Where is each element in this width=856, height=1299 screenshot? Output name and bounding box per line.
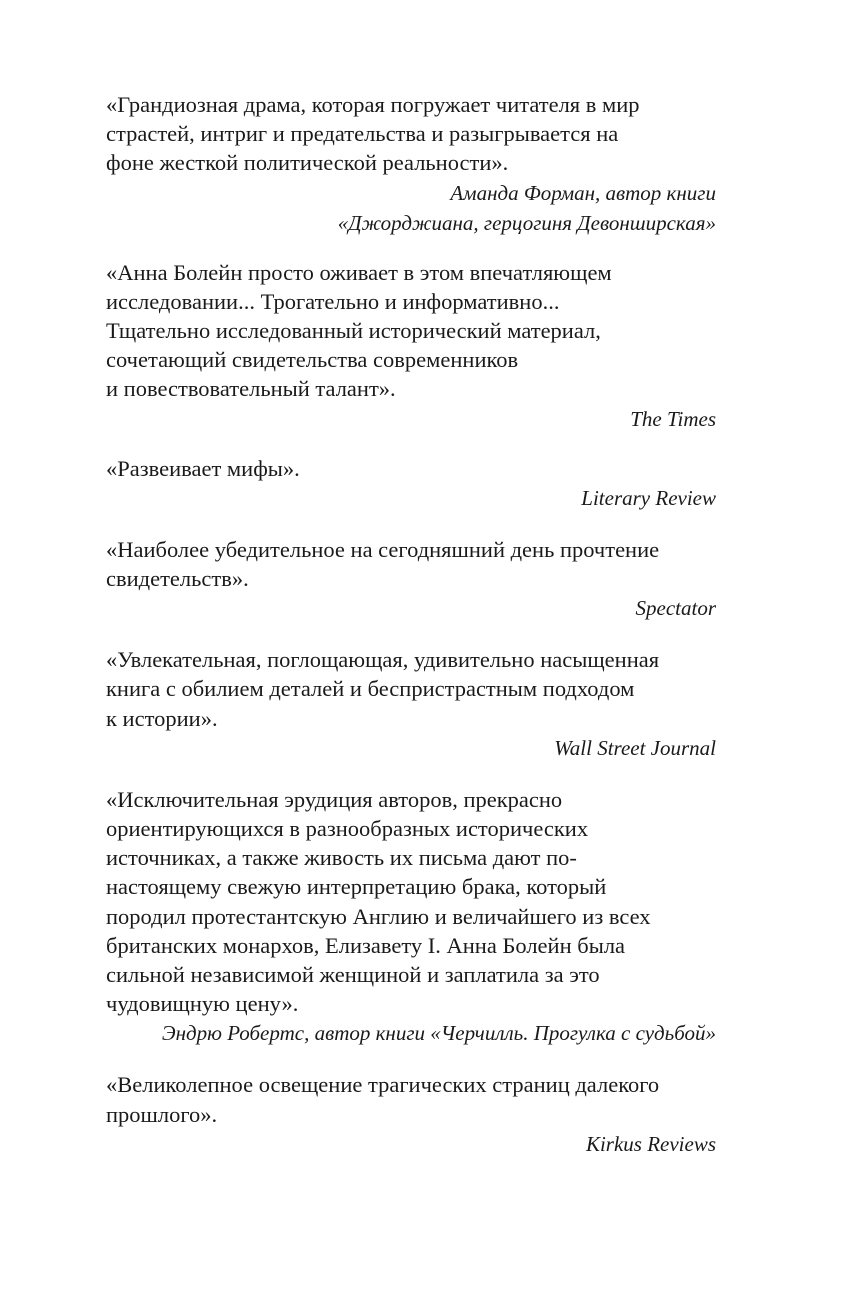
quote-line: ориентирующихся в разнообразных исторических xyxy=(106,816,589,842)
quote-line: прошлого». xyxy=(106,1101,218,1127)
review-quote xyxy=(106,258,716,404)
review-attribution xyxy=(106,483,716,513)
review-literary-review xyxy=(106,454,716,513)
quote-line: «Наиболее убедительное на сегодняшний день прочтение xyxy=(106,536,660,562)
review-attribution xyxy=(106,733,716,763)
attribution-line: Аманда Форман, автор книги xyxy=(450,180,716,205)
review-quote xyxy=(106,1070,716,1128)
review-kirkus xyxy=(106,1070,716,1158)
quote-line: сильной независимой женщиной и заплатила за это xyxy=(106,962,600,988)
attribution-line: Spectator xyxy=(635,596,716,621)
quote-line: Тщательно исследованный исторический материал, xyxy=(106,318,601,344)
quote-line: исследовании... Трогательно и информативно... xyxy=(106,288,560,314)
review-quote xyxy=(106,535,716,593)
review-attribution xyxy=(106,1129,716,1159)
quote-line: «Исключительная эрудиция авторов, прекрасно xyxy=(106,786,563,812)
quote-line: «Анна Болейн просто оживает в этом впечатляющем xyxy=(106,259,612,285)
quote-line: британских монархов, Елизавету I. Анна Болейн была xyxy=(106,932,626,958)
review-roberts xyxy=(106,785,716,1049)
review-quote xyxy=(106,785,716,1019)
praise-page xyxy=(106,90,716,1159)
attribution-line: «Джорджиана, герцогиня Девонширская» xyxy=(337,210,716,235)
quote-line: книга с обилием деталей и беспристрастным подходом xyxy=(106,676,635,702)
review-the-times xyxy=(106,258,716,434)
review-spectator xyxy=(106,535,716,623)
attribution-line: The Times xyxy=(630,406,716,431)
quote-line: сочетающий свидетельства современников xyxy=(106,347,519,373)
quote-line: «Развеивает мифы». xyxy=(106,455,300,481)
quote-line: чудовищную цену». xyxy=(106,991,299,1017)
quote-line: «Грандиозная драма, которая погружает читателя в мир xyxy=(106,92,640,117)
quote-line: свидетельств». xyxy=(106,566,249,592)
review-quote xyxy=(106,645,716,733)
quote-line: и повествовательный талант». xyxy=(106,376,396,402)
quote-line: «Великолепное освещение трагических страниц далекого xyxy=(106,1072,660,1098)
review-quote xyxy=(106,454,716,483)
attribution-line: Kirkus Reviews xyxy=(585,1131,716,1156)
quote-line: «Увлекательная, поглощающая, удивительно насыщенная xyxy=(106,647,660,673)
quote-line: породил протестантскую Англию и величайшего из всех xyxy=(106,903,651,929)
review-attribution xyxy=(106,404,716,434)
quote-line: источниках, а также живость их письма дают по- xyxy=(106,845,577,871)
review-attribution xyxy=(106,593,716,623)
review-quote xyxy=(106,90,716,178)
review-forman xyxy=(106,90,716,238)
attribution-line: Wall Street Journal xyxy=(554,735,716,760)
attribution-line: Эндрю Робертс, автор книги «Черчилль. Прогулка с судьбой» xyxy=(161,1021,716,1046)
quote-line: страстей, интриг и предательства и разыгрывается на xyxy=(106,121,619,147)
quote-line: настоящему свежую интерпретацию брака, который xyxy=(106,874,607,900)
attribution-line: Literary Review xyxy=(581,485,716,510)
review-attribution xyxy=(106,1018,716,1048)
quote-line: фоне жесткой политической реальности». xyxy=(106,150,509,176)
quote-line: к истории». xyxy=(106,705,218,731)
review-attribution xyxy=(106,178,716,238)
review-wall-street-journal xyxy=(106,645,716,763)
